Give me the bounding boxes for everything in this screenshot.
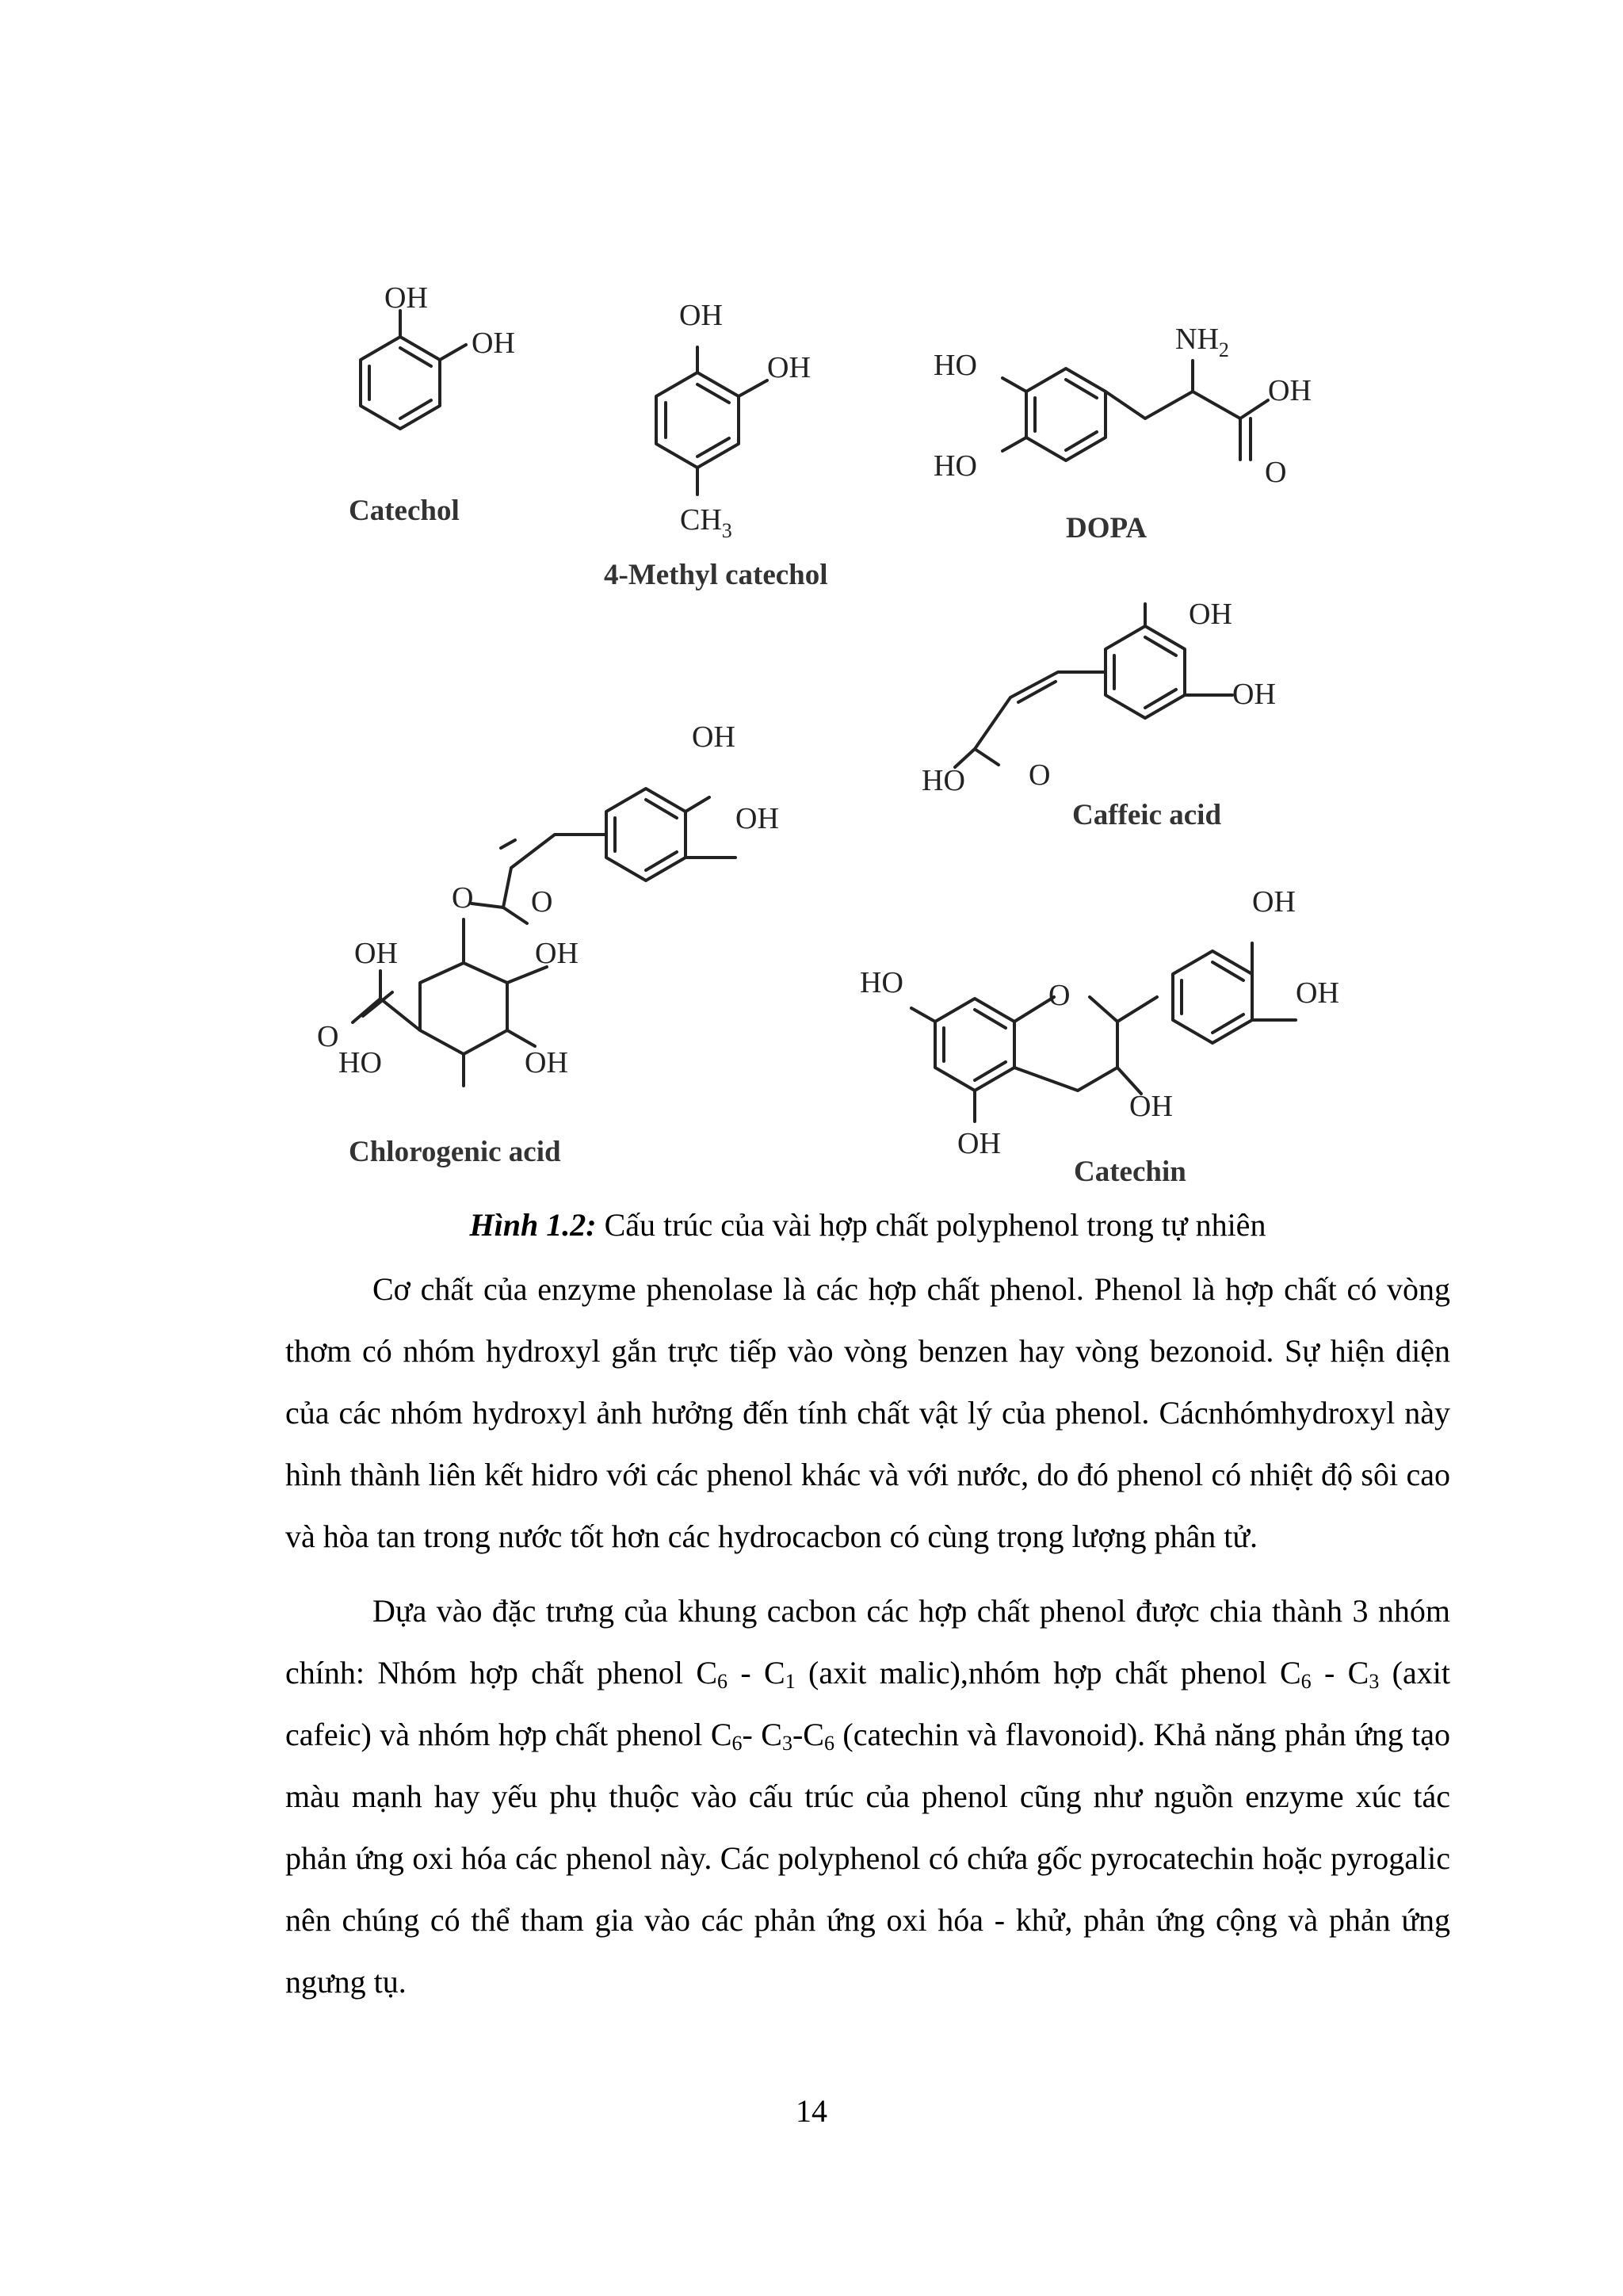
catechin-ho: HO [860, 966, 903, 999]
caffeic-ho: HO [922, 764, 965, 797]
catechin-oh-top: OH [1252, 885, 1296, 919]
molecule-name-dopa: DOPA [1066, 512, 1148, 544]
methylcatechol-ch3: $CH_3$ [680, 503, 732, 542]
chlorogenic-o-acid: O [317, 1020, 339, 1053]
dopa-ho-bottom: HO [934, 449, 977, 483]
molecule-name-catechin: Catechin [1074, 1156, 1186, 1188]
chlorogenic-o-carbonyl: O [531, 885, 553, 919]
body-text [285, 1259, 1450, 2013]
catechin-o-ring: O [1048, 979, 1071, 1012]
chlorogenic-o-ester: O [452, 881, 474, 915]
catechin-oh-ring: OH [1129, 1090, 1173, 1123]
molecule-name-4-methyl-catechol: 4-Methyl catechol [604, 559, 828, 591]
chlorogenic-ho: HO [338, 1046, 382, 1079]
dopa-ho-top: HO [934, 349, 977, 382]
paragraph-2: Dựa vào đặc trưng của khung cacbon các hợp chất phenol được chia thành 3 nhóm chính: Nhóm hợp chất phenol $C_6 - C_1$ (axit malic),nhóm hợp chất phenol $C_6 - C_3$ (axit cafeic) và nhóm hợp chất phenol $C_6-$ $C_3-C_6$ (catechin và flavonoid). Khả năng phản ứng tạo màu mạnh hay yếu phụ thuộc vào cấu trúc của phenol cũng như nguồn enzyme xúc tác phản ứng oxi hóa các phenol này. Các polyphenol có chứa gốc pyrocatechin hoặc pyrogalic nên chúng có thể tham gia vào các phản ứng oxi hóa - khử, phản ứng cộng và phản ứng ngưng tụ. [285, 1593, 1450, 2000]
molecule-name-catechol: Catechol [349, 495, 460, 527]
figure-caption-label: Hình 1.2: [469, 1207, 597, 1243]
caffeic-oh-right: OH [1232, 678, 1276, 711]
caffeic-oh-top: OH [1189, 598, 1232, 631]
catechin-oh-bottom: OH [957, 1127, 1001, 1160]
chlorogenic-oh-ring-top: OH [535, 937, 579, 970]
caffeic-o: O [1029, 758, 1051, 792]
paragraph-1: Cơ chất của enzyme phenolase là các hợp chất phenol. Phenol là hợp chất có vòng thơm có nhóm hydroxyl gắn trực tiếp vào vòng benzen hay vòng bezonoid. Sự hiện diện của các nhóm hydroxyl ảnh hưởng đến tính chất vật lý của phenol. Cácnhómhydroxyl này hình thành liên kết hidro với các phenol khác và với nước, do đó phenol có nhiệt độ sôi cao và hòa tan trong nước tốt hơn các hydrocacbon có cùng trọng lượng phân tử. [285, 1271, 1450, 1554]
dopa-nh2: $NH_2$ [1175, 323, 1229, 361]
chlorogenic-oh-ring-bottom: OH [525, 1046, 568, 1079]
catechol-oh-right: OH [472, 327, 515, 360]
chlorogenic-oh-acid: OH [354, 937, 398, 970]
chlorogenic-oh-right: OH [735, 802, 779, 835]
figure-caption [285, 1206, 1450, 1244]
methylcatechol-oh-top: OH [679, 299, 723, 332]
catechol-oh-top: OH [384, 281, 428, 315]
molecule-name-caffeic-acid: Caffeic acid [1072, 799, 1222, 831]
chlorogenic-oh-top: OH [692, 720, 735, 754]
dopa-o: O [1265, 456, 1287, 489]
polyphenol-structures-figure [301, 269, 1347, 1205]
dopa-oh: OH [1268, 374, 1312, 407]
structures-svg [301, 269, 1347, 1205]
page-number: 14 [796, 2093, 827, 2129]
molecule-name-chlorogenic-acid: Chlorogenic acid [349, 1136, 561, 1168]
figure-caption-text: Cấu trúc của vài hợp chất polyphenol trong tự nhiên [596, 1207, 1266, 1243]
catechin-oh-right: OH [1296, 976, 1339, 1010]
methylcatechol-oh-right: OH [767, 351, 811, 384]
